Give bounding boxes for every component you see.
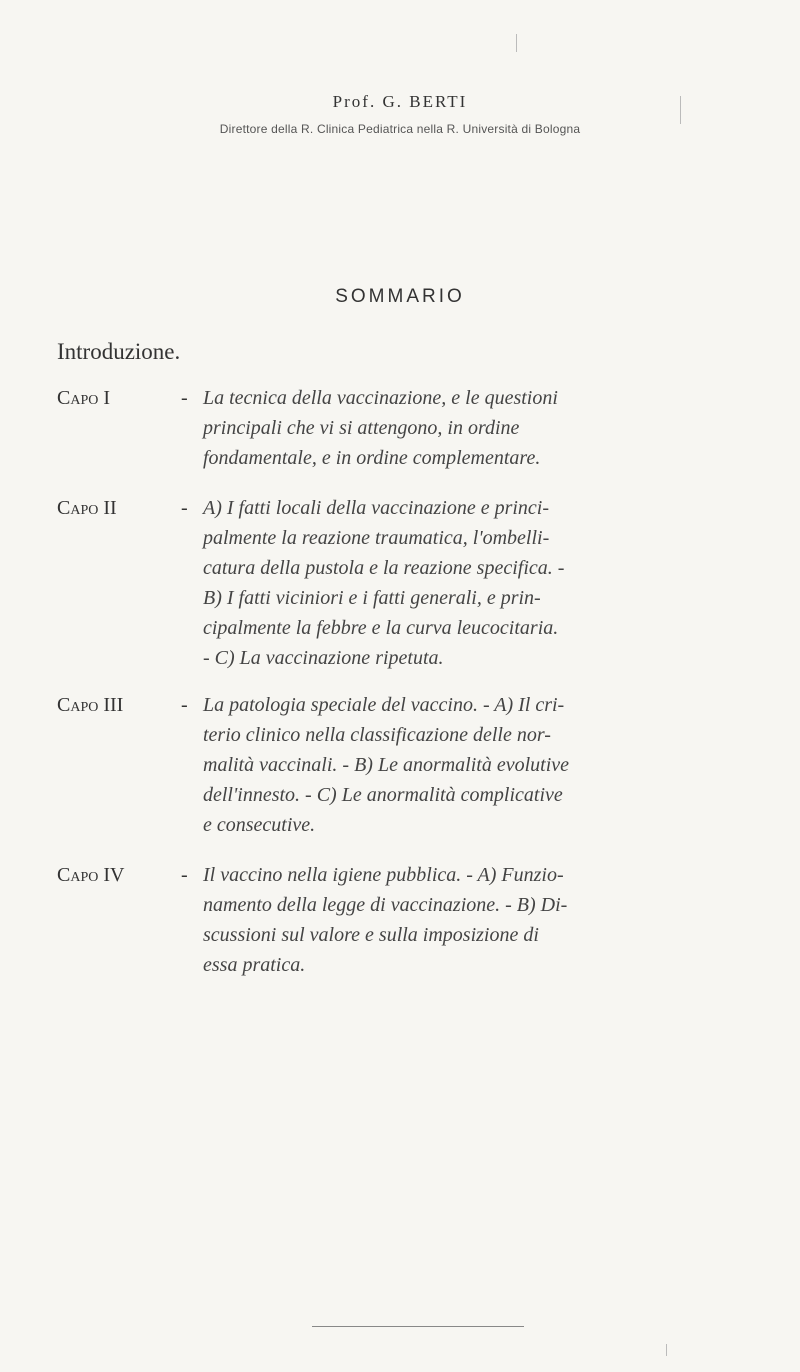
- chapter-label: Capo III: [57, 694, 124, 716]
- author-affiliation: Direttore della R. Clinica Pediatrica nella R. Università di Bologna: [219, 122, 581, 136]
- chapter-line: malità vaccinali. - B) Le anormalità evolutive: [203, 754, 570, 776]
- chapter-line: cipalmente la febbre e la curva leucocitaria.: [203, 617, 559, 639]
- bottom-rule: [312, 1326, 524, 1327]
- chapter-label: Capo IV: [57, 864, 125, 886]
- chapter-line: Il vaccino nella igiene pubblica. - A) Funzio-: [203, 864, 564, 886]
- scan-mark: [666, 1344, 667, 1356]
- chapter-dash: -: [181, 864, 188, 886]
- chapter-line: palmente la reazione traumatica, l'ombelli-: [203, 527, 550, 549]
- chapter-line: La patologia speciale del vaccino. - A) Il cri-: [203, 694, 565, 716]
- chapter-dash: -: [181, 387, 188, 409]
- chapter-description: [203, 860, 763, 980]
- chapter-line: dell'innesto. - C) Le anormalità complicative: [203, 784, 563, 806]
- chapter-description: [203, 690, 763, 840]
- chapter-dash: -: [181, 497, 188, 519]
- chapter-label: Capo II: [57, 497, 117, 519]
- chapter-line: catura della pustola e la reazione specifica. -: [203, 557, 565, 579]
- chapter-label: Capo I: [57, 387, 111, 409]
- chapter-line: B) I fatti viciniori e i fatti generali, e prin-: [203, 587, 541, 609]
- chapter-description: [203, 383, 763, 473]
- chapter-line: - C) La vaccinazione ripetuta.: [203, 647, 444, 669]
- chapter-line: essa pratica.: [203, 954, 306, 976]
- chapter-line: e consecutive.: [203, 814, 316, 836]
- chapter-line: namento della legge di vaccinazione. - B) Di-: [203, 894, 568, 916]
- chapter-description: [203, 493, 763, 673]
- author-name: Prof. G. BERTI: [332, 92, 468, 111]
- introduction-entry: Introduzione.: [57, 339, 181, 364]
- chapter-dash: -: [181, 694, 188, 716]
- chapter-line: scussioni sul valore e sulla imposizione di: [203, 924, 539, 946]
- scan-mark: [680, 96, 681, 124]
- chapter-line: terio clinico nella classificazione delle nor-: [203, 724, 551, 746]
- chapter-line: fondamentale, e in ordine complementare.: [203, 447, 541, 469]
- chapter-line: La tecnica della vaccinazione, e le questioni: [203, 387, 558, 409]
- chapter-line: A) I fatti locali della vaccinazione e princi-: [203, 497, 550, 519]
- scan-mark: [516, 34, 517, 52]
- chapter-line: principali che vi si attengono, in ordine: [203, 417, 520, 439]
- summary-title: SOMMARIO: [335, 286, 465, 307]
